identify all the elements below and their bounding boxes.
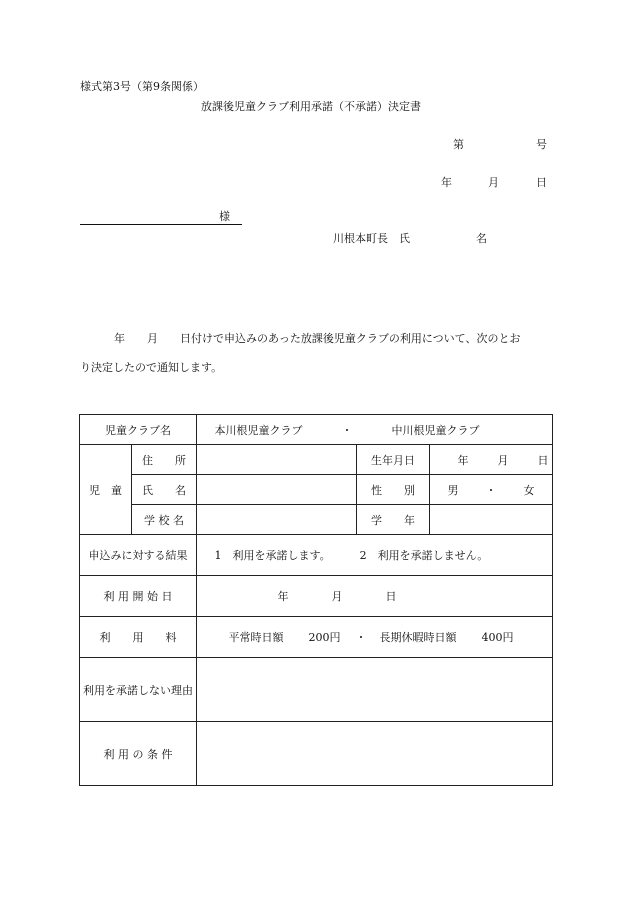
birthdate-label: 生年月日 (357, 445, 430, 475)
name-label: 氏 名 (132, 475, 197, 505)
body-line-2: り決定したので通知します。 (80, 361, 223, 374)
club-option-1: 本川根児童クラブ (214, 423, 303, 437)
fee-separator: ・ (355, 631, 367, 644)
decision-table (79, 414, 553, 786)
issuer-name-suffix: 名 (476, 232, 487, 245)
number-suffix: 号 (536, 138, 547, 151)
birthdate-value[interactable]: 年 月 日 (430, 445, 553, 475)
conditions-row (80, 722, 553, 786)
school-label: 学 校 名 (132, 505, 197, 535)
reason-row (80, 658, 553, 722)
recipient-underline (80, 224, 242, 225)
fee-label: 利 用 料 (80, 617, 197, 658)
result-option-1[interactable]: 1 利用を承諾します。 (214, 549, 331, 562)
conditions-value[interactable] (197, 722, 553, 786)
fee-holiday-label: 長期休暇時日額 (379, 631, 457, 644)
gender-label: 性 別 (357, 475, 430, 505)
address-value[interactable] (197, 445, 357, 475)
fee-normal-value: 200円 (308, 631, 341, 644)
club-row (80, 415, 553, 445)
fee-value (197, 617, 553, 658)
address-row (80, 445, 553, 475)
recipient-suffix: 様 (219, 210, 230, 223)
name-row (80, 475, 553, 505)
start-date-row (80, 576, 553, 617)
club-option-2: 中川根児童クラブ (391, 423, 480, 437)
conditions-label: 利 用 の 条 件 (80, 722, 197, 786)
grade-value[interactable] (430, 505, 553, 535)
club-name-label: 児童クラブ名 (80, 415, 197, 445)
date-month: 月 (488, 176, 499, 189)
number-prefix: 第 (453, 138, 464, 151)
address-label: 住 所 (132, 445, 197, 475)
gender-value[interactable]: 男 ・ 女 (430, 475, 553, 505)
fee-normal-label: 平常時日額 (228, 631, 284, 644)
result-option-2[interactable]: 2 利用を承諾しません。 (359, 549, 489, 562)
date-year: 年 (441, 176, 452, 189)
date-day: 日 (536, 176, 547, 189)
issuer: 川根本町長 氏 (333, 232, 410, 245)
club-separator: ・ (341, 423, 353, 437)
result-row (80, 535, 553, 576)
result-label: 申込みに対する結果 (80, 535, 197, 576)
child-label: 児 童 (80, 445, 132, 535)
school-value[interactable] (197, 505, 357, 535)
body-line-1: 年 月 日付けで申込みのあった放課後児童クラブの利用について、次のとお (114, 332, 521, 345)
reason-label: 利用を承諾しない理由 (80, 658, 197, 722)
fee-holiday-value: 400円 (481, 631, 514, 644)
name-value[interactable] (197, 475, 357, 505)
start-date-label: 利 用 開 始 日 (80, 576, 197, 617)
start-date-value[interactable]: 年 月 日 (197, 576, 553, 617)
reason-value[interactable] (197, 658, 553, 722)
fee-row (80, 617, 553, 658)
form-number: 様式第3号（第9条関係） (80, 80, 204, 93)
grade-label: 学 年 (357, 505, 430, 535)
document-title: 放課後児童クラブ利用承諾（不承諾）決定書 (201, 100, 421, 113)
school-row (80, 505, 553, 535)
result-options (197, 535, 553, 576)
club-options (197, 415, 553, 445)
